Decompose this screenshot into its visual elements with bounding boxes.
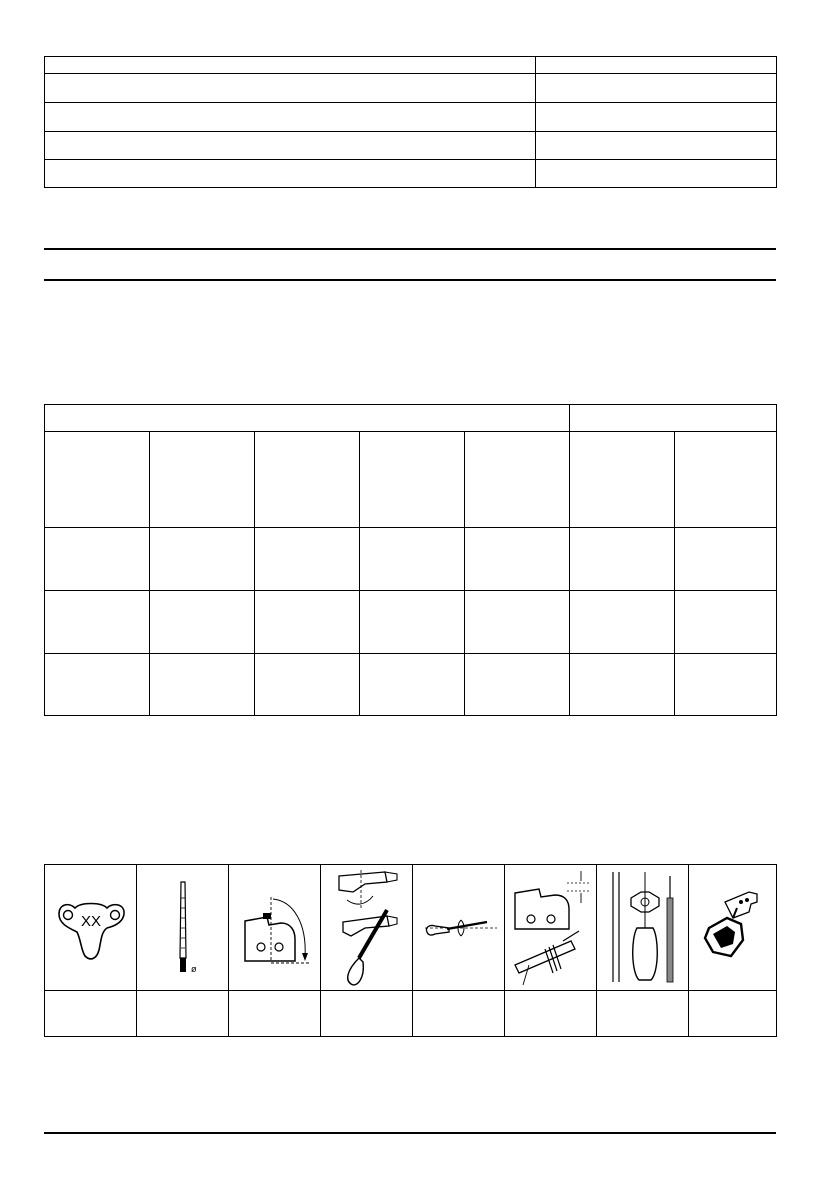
table-cell [570,591,675,654]
table-cell [536,160,777,188]
file-tilt-icon [417,898,501,958]
table-cell [675,528,777,591]
cutter-angle-file-icon [325,866,409,990]
table-cell [465,432,570,528]
table-cell [255,654,360,716]
table-cell [45,160,536,188]
files-and-handle-icon [601,868,685,988]
table-cell [465,528,570,591]
table-cell [675,591,777,654]
table-cell [229,991,321,1037]
depth-gauge-tool-icon [51,892,131,964]
table-cell [255,528,360,591]
table-cell [465,591,570,654]
table-cell [570,654,675,716]
tool-icon-cell [413,865,505,991]
spec-table-middle [44,404,777,716]
round-file-icon [153,878,213,978]
tool-icon-cell [689,865,777,991]
table-cell [45,103,536,132]
table-cell [689,991,777,1037]
table-cell [505,991,597,1037]
table-cell [321,991,413,1037]
table-cell [536,74,777,103]
table-cell [45,432,150,528]
diameter-symbol: ø [190,963,196,974]
table-cell [150,591,255,654]
table-cell [45,528,150,591]
depth-gauge-label: XX [80,912,101,930]
table-cell [570,528,675,591]
table-cell [45,74,536,103]
tool-icon-cell [45,865,137,991]
table-cell [255,591,360,654]
tool-icon-cell [597,865,689,991]
depth-gauge-setting-icon [509,869,593,987]
tool-icon-cell [229,865,321,991]
tools-table [44,864,777,1037]
table-header-cell [45,405,570,432]
table-cell [45,132,536,160]
table-cell [150,528,255,591]
filing-angle-icon [233,883,317,973]
tool-icon-cell [321,865,413,991]
tool-icon-cell [137,865,229,991]
table-cell [597,991,689,1037]
heading-rule-top [44,248,776,250]
table-header-cell [570,405,777,432]
table-cell [360,591,465,654]
table-cell [137,991,229,1037]
table-cell [536,132,777,160]
table-cell [570,432,675,528]
table-cell [255,432,360,528]
table-cell [45,591,150,654]
table-cell [413,991,505,1037]
table-cell [150,654,255,716]
heading-rule-bottom [44,279,776,281]
table-cell [675,432,777,528]
table-cell [536,103,777,132]
table-cell [360,432,465,528]
spec-table-top [44,56,777,188]
table-cell [536,57,777,74]
table-cell [465,654,570,716]
table-cell [360,528,465,591]
tool-icon-cell [505,865,597,991]
table-cell [360,654,465,716]
table-cell [45,654,150,716]
table-cell [675,654,777,716]
file-guide-icon [691,878,775,978]
table-cell [150,432,255,528]
table-cell [45,57,536,74]
footer-rule [44,1132,776,1134]
table-cell [45,991,137,1037]
